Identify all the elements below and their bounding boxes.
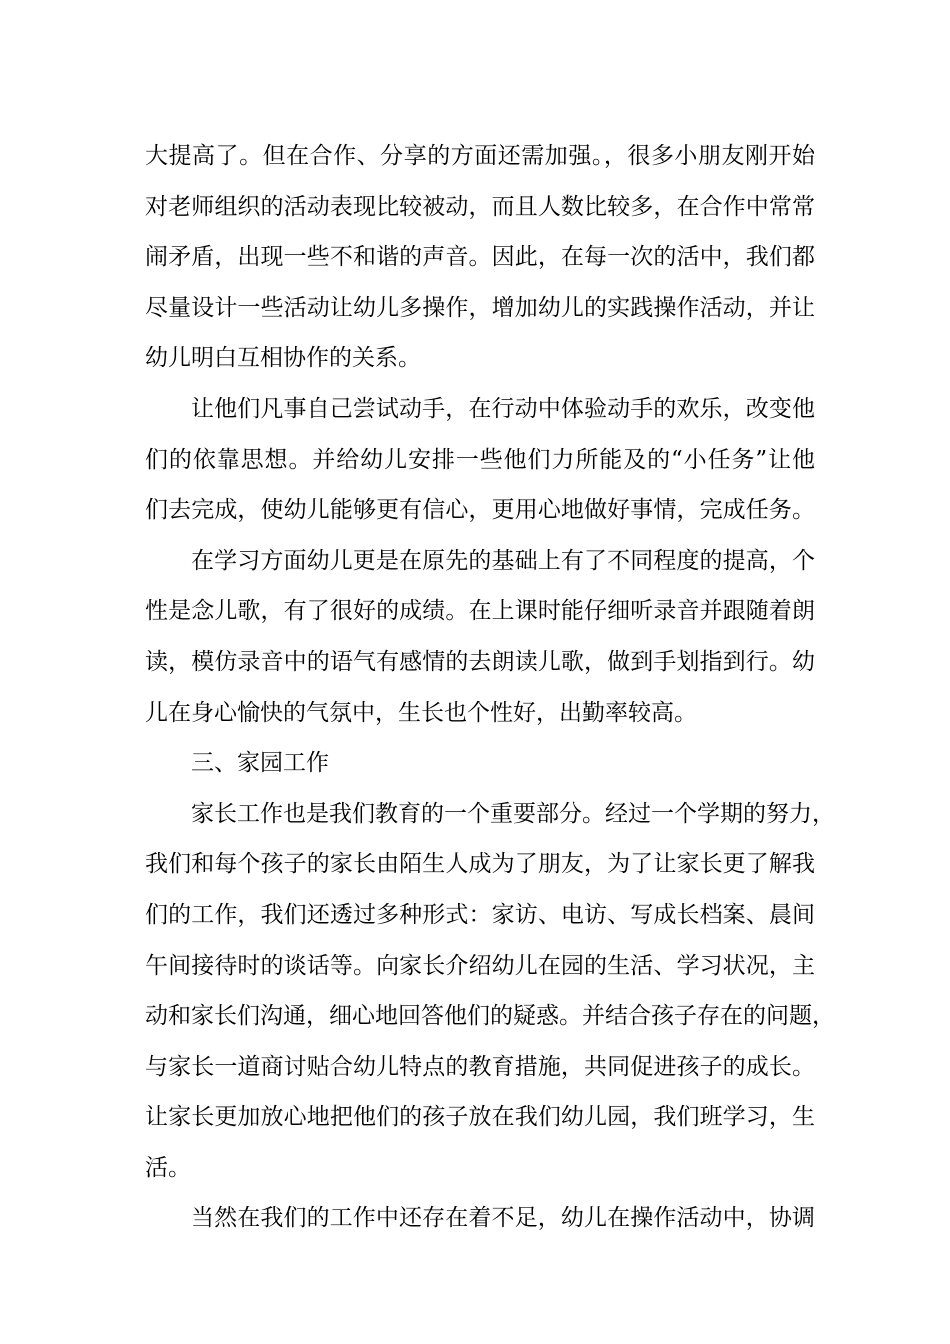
text-line: 让他们凡事自己尝试动手，在行动中体验动手的欢乐，改变他 [191, 395, 815, 422]
text-line: 们去完成，使幼儿能够更有信心，更用心地做好事情，完成任务。 [145, 497, 815, 524]
text-line: 家长工作也是我们教育的一个重要部分。经过一个学期的努力， [191, 800, 835, 827]
section-heading: 三、家园工作 [191, 750, 329, 777]
text-line: 性是念儿歌，有了很好的成绩。在上课时能仔细听录音并跟随着朗 [145, 598, 815, 625]
document-body [145, 131, 835, 1244]
text-line: 读，模仿录音中的语气有感情的去朗读儿歌，做到手划指到行。幼 [145, 648, 815, 675]
text-line: 我们和每个孩子的家长由陌生人成为了朋友，为了让家长更了解我 [145, 851, 815, 878]
text-line: 儿在身心愉快的气氛中，生长也个性好，出勤率较高。 [145, 699, 697, 726]
text-line: 让家长更加放心地把他们的孩子放在我们幼儿园，我们班学习，生 [145, 1104, 815, 1131]
text-line: 们的依靠思想。并给幼儿安排一些他们力所能及的“小任务”让他 [145, 446, 815, 473]
text-line: 大提高了。但在合作、分享的方面还需加强。，很多小朋友刚开始 [145, 143, 815, 169]
text-line: 活。 [145, 1154, 191, 1181]
text-line: 当然在我们的工作中还存在着不足，幼儿在操作活动中，协调 [191, 1205, 815, 1232]
text-line: 闹矛盾，出现一些不和谐的声音。因此，在每一次的活中，我们都 [145, 244, 815, 271]
text-line: 们的工作，我们还透过多种形式：家访、电访、写成长档案、晨间 [145, 901, 815, 928]
text-line: 与家长一道商讨贴合幼儿特点的教育措施，共同促进孩子的成长。 [145, 1053, 815, 1080]
text-line: 动和家长们沟通，细心地回答他们的疑惑。并结合孩子存在的问题， [145, 1003, 835, 1030]
text-line: 对老师组织的活动表现比较被动，而且人数比较多，在合作中常常 [145, 193, 815, 220]
text-line: 在学习方面幼儿更是在原先的基础上有了不同程度的提高，个 [191, 547, 815, 574]
text-line: 尽量设计一些活动让幼儿多操作，增加幼儿的实践操作活动，并让 [145, 294, 815, 321]
text-line: 幼儿明白互相协作的关系。 [145, 345, 421, 372]
text-line: 午间接待时的谈话等。向家长介绍幼儿在园的生活、学习状况，主 [145, 952, 815, 979]
